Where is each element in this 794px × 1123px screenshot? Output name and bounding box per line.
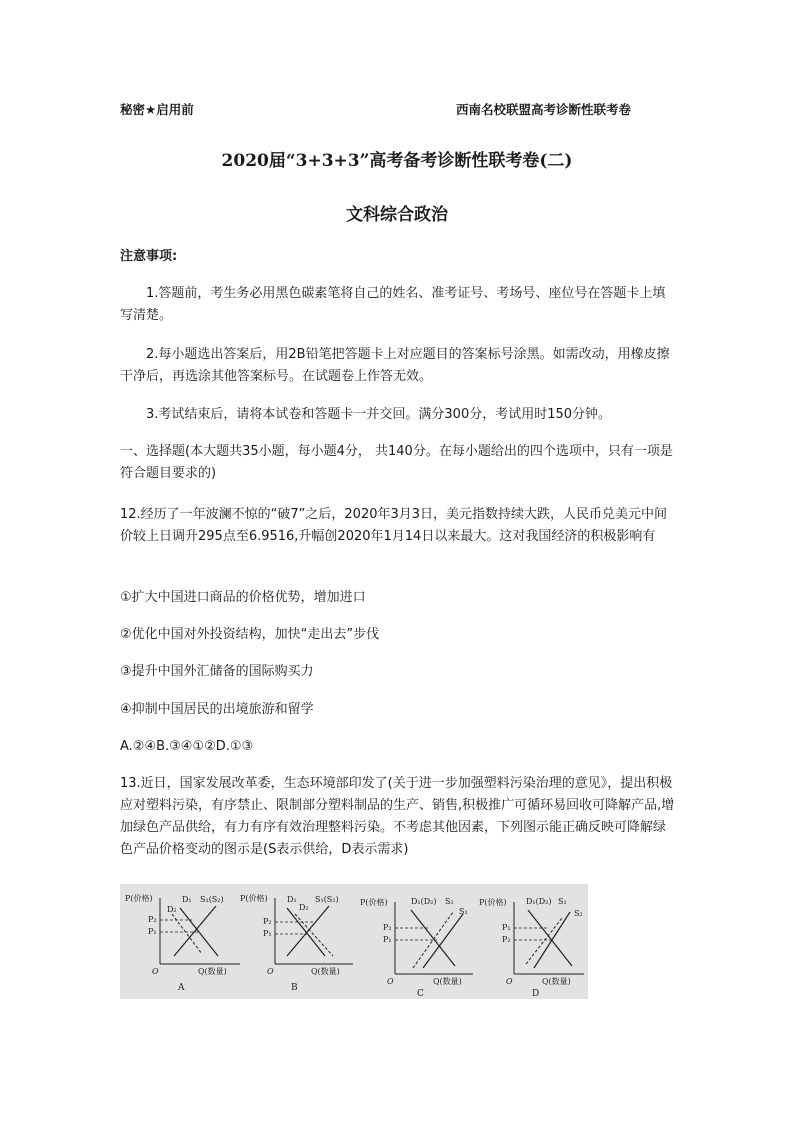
panel-b-xlabel: Q(数量) (311, 967, 340, 976)
notice-item-2: 2.每小题选出答案后，用2B铅笔把答题卡上对应题目的答案标号涂黑。如需改动，用橡皮擦干净后，再选涂其他答案标号。在试题卷上作答无效。 (120, 347, 670, 384)
panel-a-origin: O (152, 967, 159, 976)
header-right: 西南名校联盟高考诊断性联考卷 (456, 102, 632, 117)
notice-heading: 注意事项: (120, 249, 178, 264)
q12-stem: 12.经历了一年波澜不惊的“破7”之后，2020年3月3日，美元指数持续大跌，人民币兑美元中间价较上日调升295点至6.9516,升幅创2020年1月14日以来最大。这对我国经济的积极影响有 (120, 507, 668, 544)
panel-b-price-top: P₂ (263, 917, 272, 926)
panel-c-letter: C (417, 989, 424, 999)
panel-c-curve-d: D₁(D₂) (411, 897, 437, 906)
panel-d-supply-s2 (526, 918, 562, 964)
panel-a-curve-d1: D₁ (182, 895, 192, 904)
q12-option-1: ①扩大中国进口商品的价格优势，增加进口 (120, 590, 366, 605)
panel-c-price-bottom: P₁ (383, 935, 392, 944)
page-subtitle: 文科综合政治 (346, 205, 448, 225)
panel-b-curve-d2: D₂ (299, 903, 309, 912)
panel-c-xlabel: Q(数量) (433, 977, 462, 986)
panel-d-curve-d: D₁(D₂) (526, 897, 552, 906)
panel-b-supply (287, 906, 329, 956)
panel-d (479, 897, 584, 999)
panel-a-curve-d2: D₂ (167, 905, 177, 914)
notice-item-3: 3.考试结束后，请将本试卷和答题卡一并交回。满分300分，考试用时150分钟。 (146, 407, 612, 422)
panel-c-price-top: P₂ (383, 923, 392, 932)
panel-d-ylabel: P(价格) (479, 898, 507, 907)
panel-a-price-bottom: P₁ (148, 927, 157, 936)
panel-a (125, 893, 240, 993)
panel-d-xlabel: Q(数量) (542, 977, 571, 986)
panel-c-origin: O (387, 977, 394, 986)
q13-stem: 13.近日，国家发展改革委，生态环境部印发了(关于进一步加强塑料污染治理的意见》，提出积极应对塑料污染，有序禁止、限制部分塑料制品的生产、销售,积极推广可循环易回收可降解产品,增加绿色产品供给，有力有序有效治理整料污染。不考虑其他因素，下列图示能正确反映可降解绿色产品价格变动的图示是(S表示供给，D表示需求) (120, 776, 675, 857)
panel-d-price-bottom: P₂ (502, 935, 511, 944)
panel-d-curve-s1: S₁ (558, 897, 567, 906)
panel-a-ylabel: P(价格) (125, 894, 153, 903)
panel-c-curve-s2: S₂ (445, 897, 454, 906)
panel-b-demand-d2 (295, 914, 333, 956)
q12-option-2: ②优化中国对外投资结构，加快“走出去”步伐 (120, 627, 380, 642)
panel-d-curve-s2: S₂ (574, 909, 583, 918)
supply-demand-figure (120, 884, 588, 999)
panel-a-curve-s: S₁(S₂) (200, 895, 224, 904)
header-left: 秘密★启用前 (120, 102, 194, 117)
panel-d-letter: D (532, 989, 540, 999)
panel-b-curve-d1: D₁ (287, 895, 297, 904)
panel-b-origin: O (267, 967, 274, 976)
panel-a-letter: A (178, 983, 185, 993)
panel-a-supply (174, 906, 216, 956)
panel-a-price-top: P₂ (148, 915, 157, 924)
panel-d-origin: O (506, 977, 513, 986)
section-heading: 一、选择题(本大题共35小题，每小题4分， 共140分。在每小题给出的四个选项中，只有一项是符合题目要求的) (120, 444, 673, 481)
panel-b (240, 893, 353, 993)
q12-option-3: ③提升中国外汇储备的国际购买力 (120, 664, 314, 679)
q12-answer-choices: A.②④B.③④①②D.①③ (120, 739, 254, 754)
panel-b-price-bottom: P₁ (263, 929, 272, 938)
page-title: 2020届“3+3+3”高考备考诊断性联考卷(二) (221, 151, 573, 171)
panel-c-ylabel: P(价格) (360, 898, 388, 907)
panel-b-letter: B (291, 983, 298, 993)
panel-c-curve-s1: S₁ (459, 907, 468, 916)
notice-item-1: 1.答题前，考生务必用黑色碳素笔将自己的姓名、准考证号、考场号、座位号在答题卡上填写清楚。 (120, 286, 666, 323)
q12-option-4: ④抑制中国居民的出境旅游和留学 (120, 702, 314, 717)
panel-d-price-top: P₁ (502, 923, 511, 932)
panel-a-xlabel: Q(数量) (198, 967, 227, 976)
panel-b-curve-s: S₁(S₂) (315, 895, 339, 904)
panel-c (360, 897, 473, 999)
panel-b-ylabel: P(价格) (240, 894, 268, 903)
panel-c-supply-s1 (423, 914, 463, 968)
